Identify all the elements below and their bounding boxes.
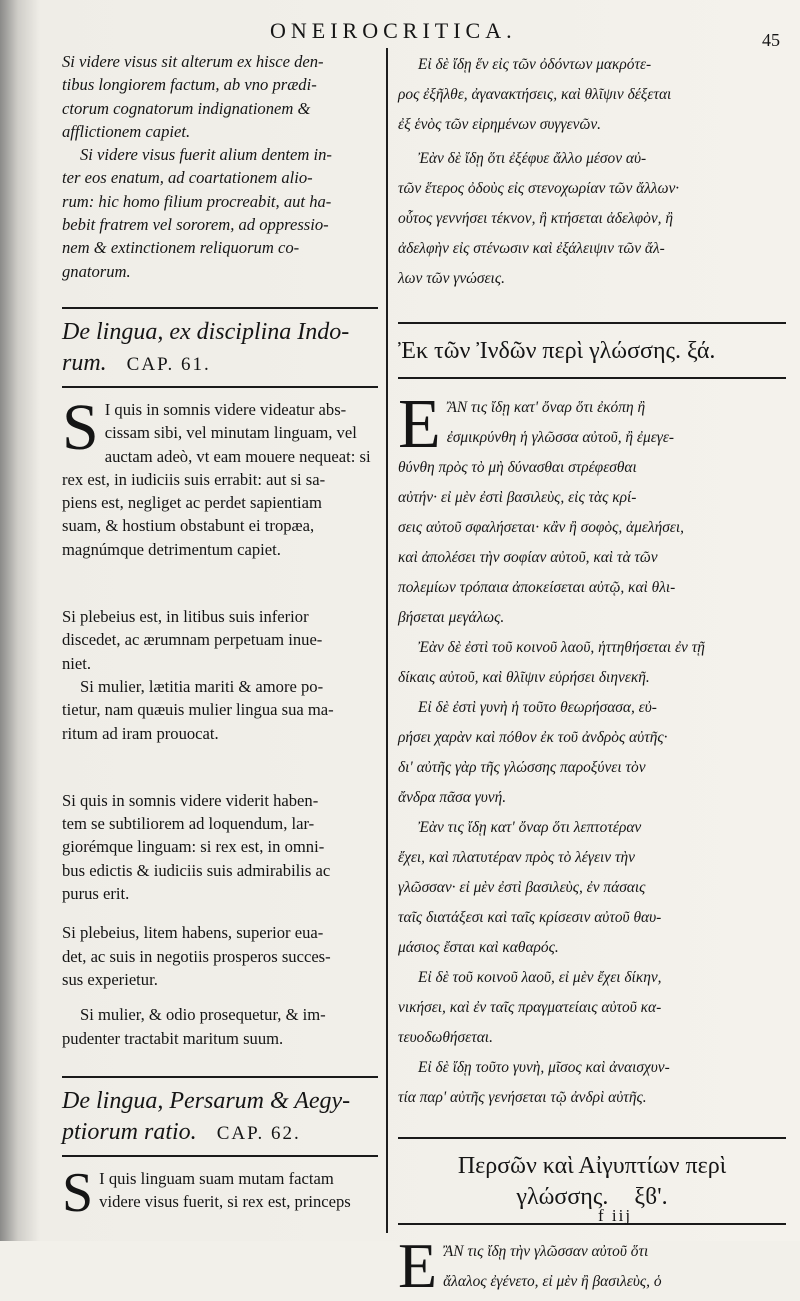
latin-column xyxy=(62,50,378,1224)
page-number: 45 xyxy=(762,30,780,50)
latin-paragraph-4: Si plebeius est, in litibus suis inferior discedet, ac ærumnam perpetuam inue- niet. xyxy=(62,607,323,673)
chapter-62-number: CAP. 62. xyxy=(216,1122,301,1144)
latin-paragraph-2: Si videre visus fuerit alium dentem in- ter eos enatum, ad coartationem alio- rum: hic homo filium procreabit, aut ha- bebit fratrem vel sororem, ad oppressio- nem & extinctionem reliquorum co- gnatorum. xyxy=(62,145,332,281)
latin-paragraph-9 xyxy=(62,1161,378,1224)
latin-paragraph-8: Si mulier, & odio prosequetur, & im- pudenter tractabit maritum suum. xyxy=(62,1005,326,1048)
greek-paragraph-8: Εἰ δὲ ἴδῃ τοῦτο γυνὴ, μῖσος καὶ ἀναισχυν- τία παρ' αὐτῆς γενήσεται τῷ ἀνδρὶ αὐτῆς. xyxy=(398,1059,670,1106)
chapter-61-title: De lingua, ex disciplina Indo- rum. xyxy=(62,318,350,376)
latin-paragraph-9-text: I quis linguam suam mutam factam videre visus fuerit, si rex est, princeps xyxy=(99,1168,351,1212)
greek-section-heading-1: Ἐκ τῶν Ἰνδῶν περὶ γλώσσης. ξά. xyxy=(398,338,716,364)
drop-cap-initial: Ε xyxy=(398,386,441,463)
chapter-61-number: CAP. 61. xyxy=(126,353,211,375)
greek-paragraph-9 xyxy=(398,1230,786,1301)
latin-paragraph-7: Si plebeius, litem habens, superior eua- det, ac suis in negotiis prosperos succes- sus experietur. xyxy=(62,923,331,989)
drop-cap-initial: S xyxy=(62,1161,94,1224)
chapter-62-heading xyxy=(62,1086,378,1149)
drop-cap-initial: Ε xyxy=(398,1230,438,1301)
greek-paragraph-3-text: ἊΝ τις ἴδῃ κατ' ὄναρ ὅτι ἐκόπη ἢ ἐσμικρύνθη ἡ γλῶσσα αὐτοῦ, ἢ ἐμεγε- θύνθη πρὸς τὸ μὴ δύνασθαι στρέφεσθαι αὐτήν· εἰ μὲν ἐστὶ βασιλεὺς, εἰς τὰς κρί- σεις αὐτοῦ σφαλήσεται· κἂν ἢ σοφὸς, ἀμελήσει, καὶ ἀπολέσει τὴν σοφίαν αὐτοῦ, καὶ τὰ τῶν πολεμίων τρόπαια ἀποκείσεται αὐτῷ, καὶ θλι- βήσεται μεγάλως. xyxy=(398,399,684,626)
greek-section-heading-2-number: ξϐ'. xyxy=(634,1184,668,1210)
column-divider xyxy=(386,48,388,1233)
greek-paragraph-7: Εἰ δὲ τοῦ κοινοῦ λαοῦ, εἰ μὲν ἔχει δίκην, νικήσει, καὶ ἐν ταῖς πραγματείαις αὐτοῦ κα- τευοδωθήσεται. xyxy=(398,969,662,1046)
latin-paragraph-3 xyxy=(62,390,378,561)
running-head: ONEIROCRITICA. xyxy=(270,18,517,43)
latin-paragraph-3-text: I quis in somnis videre videatur abs- cissam sibi, vel minutam linguam, vel auctam adeò, vt eam mouere nequeat: si rex est, in iudiciis suis errabit: aut si sa- piens est, negliget ac perdet sapientiam suam, & hostium obstabunt ei tropæa, magnúmque detrimentum capiet. xyxy=(62,399,371,559)
greek-paragraph-9-text: ἊΝ τις ἴδῃ τὴν γλῶσσαν αὐτοῦ ὅτι ἄλαλος ἐγένετο, εἰ μὲν ἢ βασιλεὺς, ὁ xyxy=(443,1243,662,1290)
drop-cap-initial: S xyxy=(62,390,99,464)
greek-paragraph-2: Ἐὰν δὲ ἴδῃ ὅτι ἐξέφυε ἄλλο μέσον αὐ- τῶν ἕτερος ὀδοὺς εἰς στενοχωρίαν τῶν ἄλλων· οὗτος γεννήσει τέκνον, ἢ κτήσεται ἀδελφὸν, ἢ ἀδελφὴν εἰς στένωσιν καὶ ἐξάλειψιν τῶν ἄλ- λων τῶν γνώσεις. xyxy=(398,150,680,287)
greek-section-heading-2 xyxy=(398,1151,786,1213)
greek-paragraph-3 xyxy=(398,386,786,633)
latin-paragraph-6: Si quis in somnis videre viderit haben- tem se subtiliorem ad loquendum, lar- giorémque linguam: si rex est, in omni- bus edictis & iudiciis suis admirabilis ac purus erit. xyxy=(62,790,331,904)
chapter-62-title: De lingua, Persarum & Aegy- ptiorum ratio. xyxy=(62,1087,351,1145)
latin-paragraph-1: Si videre visus sit alterum ex hisce den- tibus longiorem factum, ab vno prædi- ctorum cognatorum indignationem & afflictionem capiet. xyxy=(62,52,324,141)
chapter-61-heading xyxy=(62,317,378,380)
greek-column xyxy=(398,50,786,1301)
greek-paragraph-5: Εἰ δὲ ἐστὶ γυνὴ ἡ τοῦτο θεωρήσασα, εὐ- ρήσει χαρὰν καὶ πόθον ἐκ τοῦ ἀνδρὸς αὐτῆς· δι' αὐτῆς γὰρ τῆς γλώσσης παροξύνει τὸν ἄνδρα πᾶσα γυνή. xyxy=(398,699,668,806)
greek-paragraph-6: Ἐὰν τις ἴδῃ κατ' ὄναρ ὅτι λεπτοτέραν ἔχει, καὶ πλατυτέραν πρὸς τὸ λέγειν τὴν γλῶσσαν· εἰ μὲν ἐστὶ βασιλεὺς, ἐν πάσαις ταῖς διατάξεσι καὶ ταῖς κρίσεσιν αὐτοῦ θαυ- μάσιος ἔσται καὶ καθαρός. xyxy=(398,819,662,956)
greek-section-heading-2-title: Περσῶν καὶ Αἰγυπτίων περὶ γλώσσης. xyxy=(457,1153,727,1210)
signature-mark: f iij xyxy=(598,1206,633,1225)
latin-paragraph-5: Si mulier, lætitia mariti & amore po- tietur, nam quæuis mulier lingua sua ma- ritum ad iram prouocat. xyxy=(62,676,334,743)
greek-paragraph-1: Εἰ δὲ ἴδῃ ἕν εἰς τῶν ὀδόντων μακρότε- ρος ἐξῆλθε, ἀγανακτήσεις, καὶ θλῖψιν δέξεται ἐξ ἑνὸς τῶν εἰρημένων συγγενῶν. xyxy=(398,56,672,133)
greek-paragraph-4: Ἐὰν δὲ ἐστὶ τοῦ κοινοῦ λαοῦ, ἡττηθήσεται ἐν τῇ δίκαις αὐτοῦ, καὶ θλῖψιν εὑρήσει διηνεκῆ. xyxy=(398,639,705,686)
